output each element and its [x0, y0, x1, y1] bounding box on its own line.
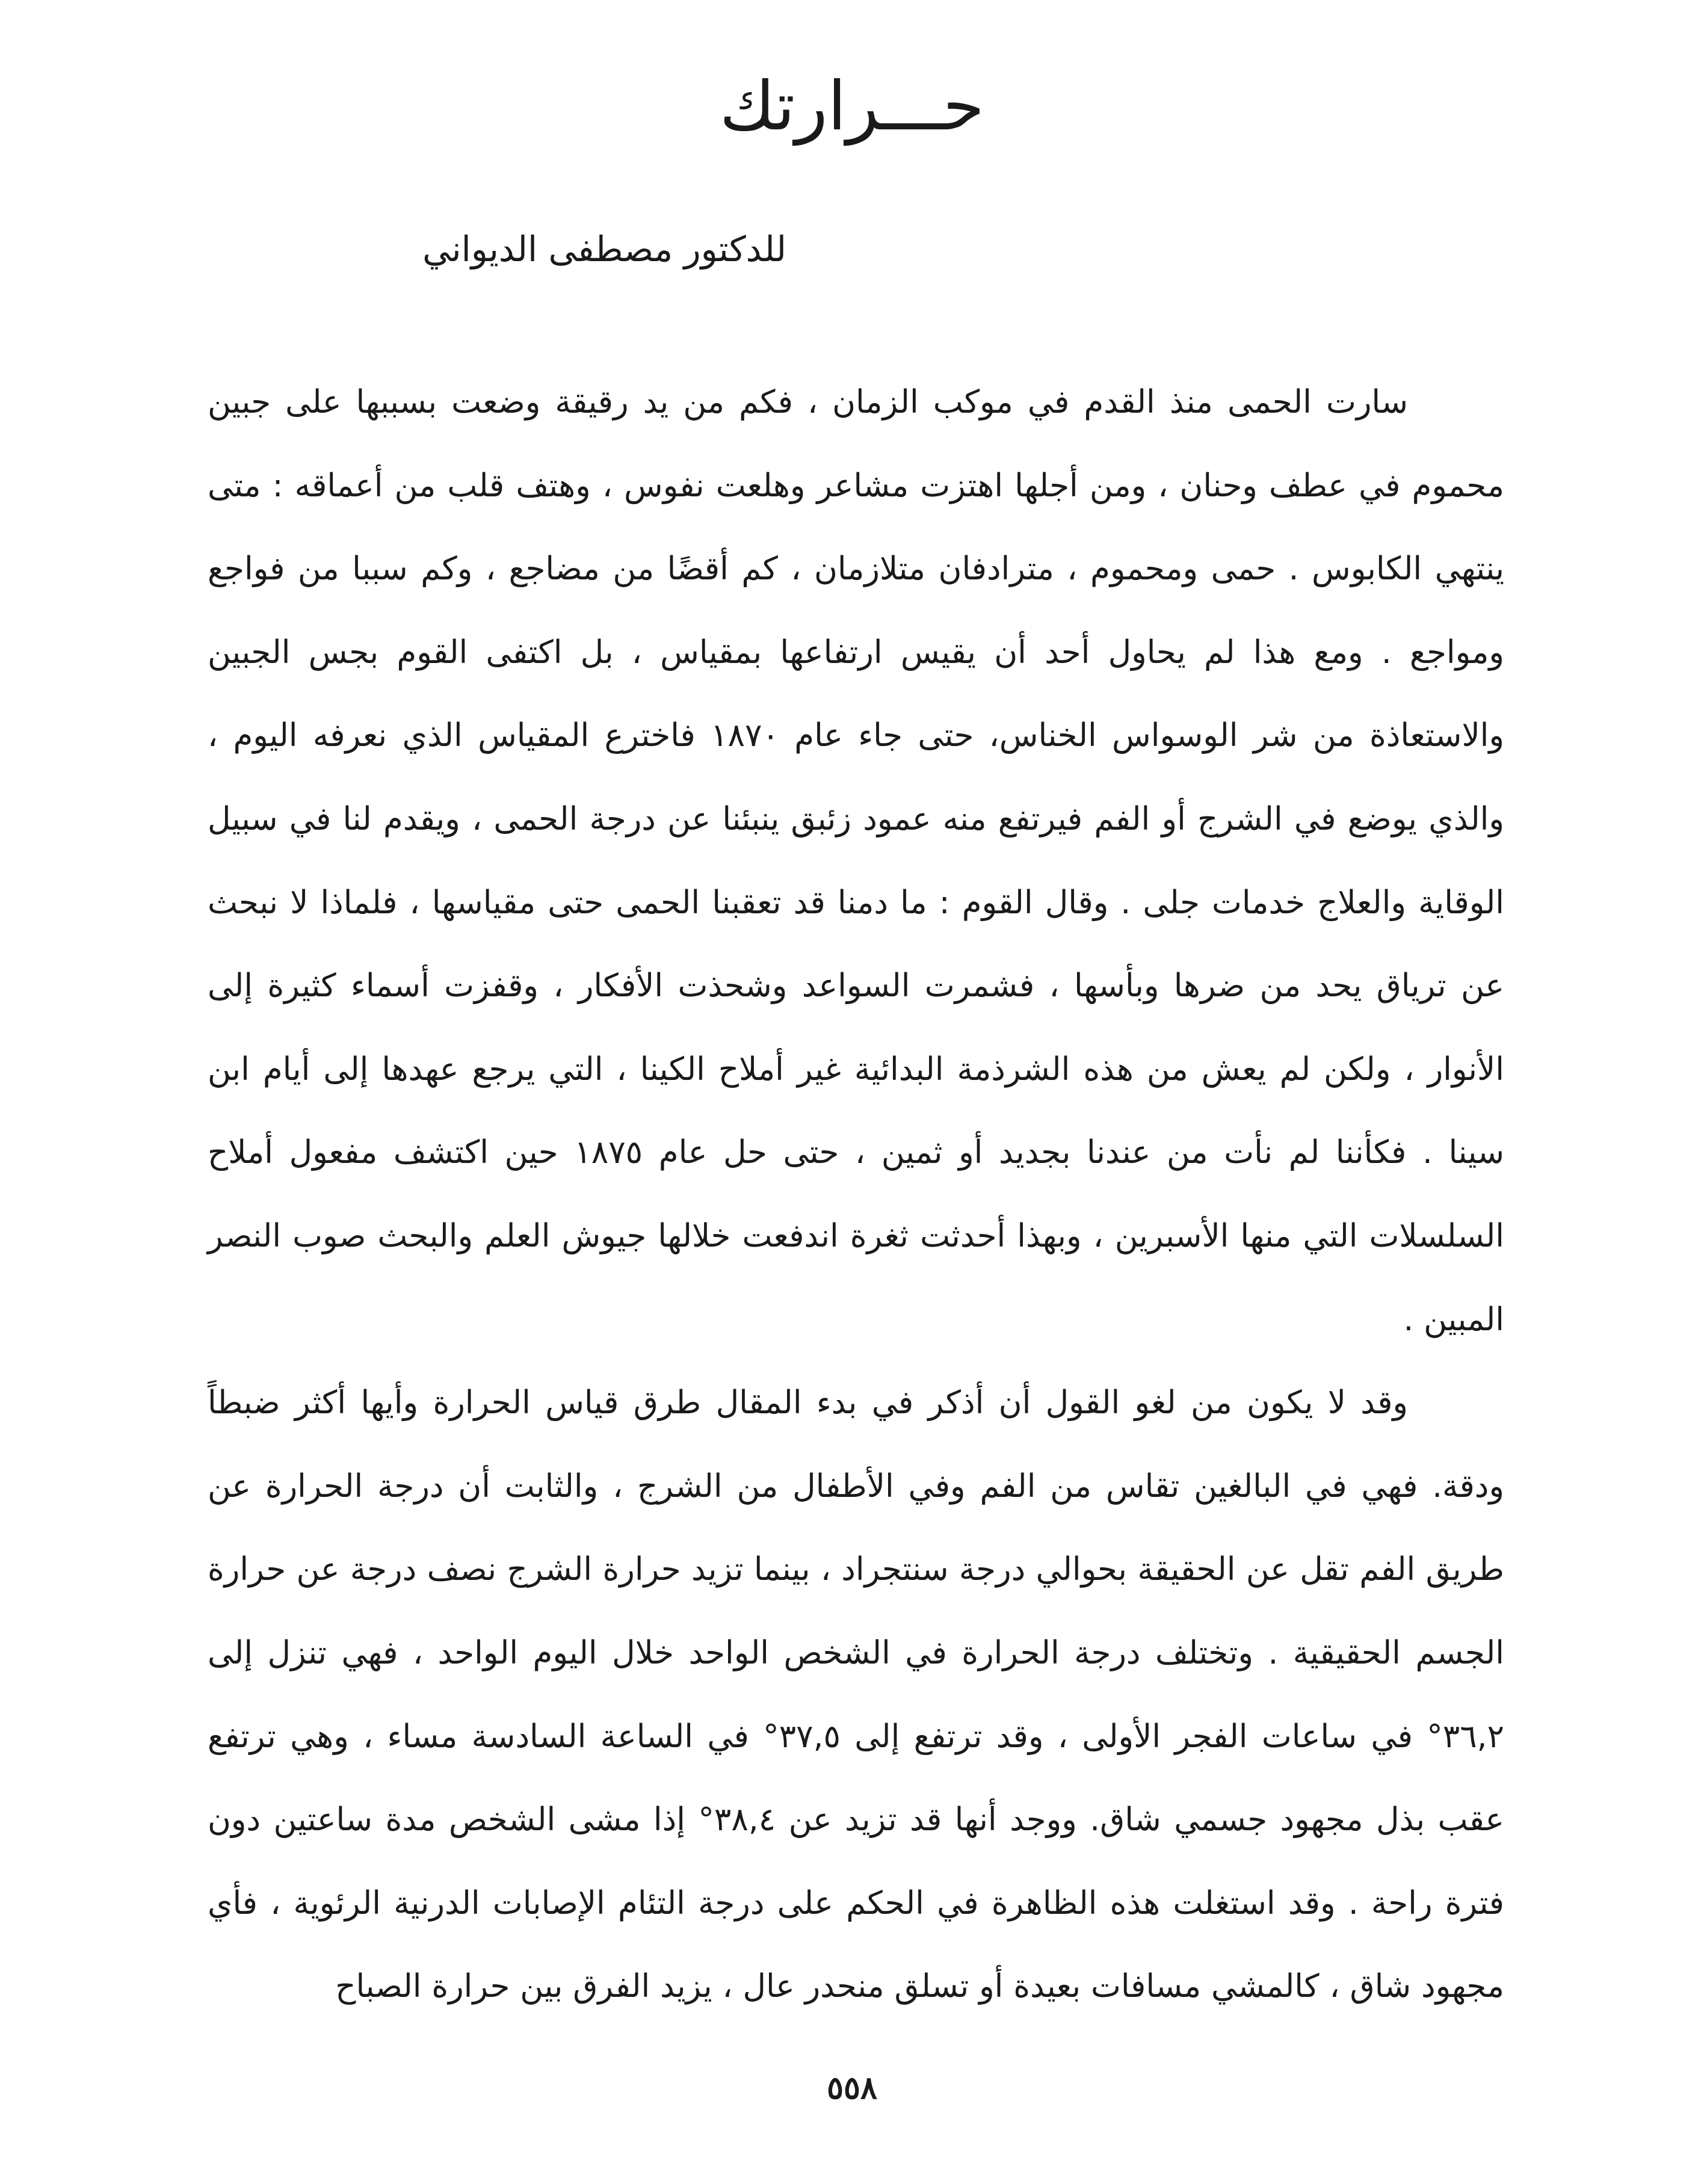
article-title: حـــرارتك	[719, 67, 985, 146]
article-body	[208, 361, 1504, 2029]
article-author: للدكتور مصطفى الديواني	[422, 229, 786, 270]
paragraph: سارت الحمى منذ القدم في موكب الزمان ، فكم من يد رقيقة وضعت بسببها على جبين محموم في عطف وحنان ، ومن أجلها اهتزت مشاعر وهلعت نفوس ، وهتف قلب من أعماقه : متى ينتهي الكابوس . حمى ومحموم ، مترادفان متلازمان ، كم أقضًا من مضاجع ، وكم سببا من فواجع ومواجع . ومع هذا لم يحاول أحد أن يقيس ارتفاعها بمقياس ، بل اكتفى القوم بجس الجبين والاستعاذة من شر الوسواس الخناس، حتى جاء عام ١٨٧٠ فاخترع المقياس الذي نعرفه اليوم ، والذي يوضع في الشرج أو الفم فيرتفع منه عمود زئبق ينبئنا عن درجة الحمى ، ويقدم لنا في سبيل الوقاية والعلاج خدمات جلى . وقال القوم : ما دمنا قد تعقبنا الحمى حتى مقياسها ، فلماذا لا نبحث عن ترياق يحد من ضرها وبأسها ، فشمرت السواعد وشحذت الأفكار ، وقفزت أسماء كثيرة إلى الأنوار ، ولكن لم يعش من هذه الشرذمة البدائية غير أملاح الكينا ، التي يرجع عهدها إلى أيام ابن سينا . فكأننا لم نأت من عندنا بجديد أو ثمين ، حتى حل عام ١٨٧٥ حين اكتشف مفعول أملاح السلسلات التي منها الأسبرين ، وبهذا أحدثت ثغرة اندفعت خلالها جيوش العلم والبحث صوب النصر المبين .	[208, 384, 1504, 1338]
page-number: ٥٥٨	[827, 2070, 877, 2106]
paragraph: وقد لا يكون من لغو القول أن أذكر في بدء المقال طرق قياس الحرارة وأيها أكثر ضبطاً ودقة. فهي في البالغين تقاس من الفم وفي الأطفال من الشرج ، والثابت أن درجة الحرارة عن طريق الفم تقل عن الحقيقة بحوالي درجة سنتجراد ، بينما تزيد حرارة الشرج نصف درجة عن حرارة الجسم الحقيقية . وتختلف درجة الحرارة في الشخص الواحد خلال اليوم الواحد ، فهي تنزل إلى ٣٦,٢° في ساعات الفجر الأولى ، وقد ترتفع إلى ٣٧,٥° في الساعة السادسة مساء ، وهي ترتفع عقب بذل مجهود جسمي شاق. ووجد أنها قد تزيد عن ٣٨,٤° إذا مشى الشخص مدة ساعتين دون فترة راحة . وقد استغلت هذه الظاهرة في الحكم على درجة التئام الإصابات الدرنية الرئوية ، فأي مجهود شاق ، كالمشي مسافات بعيدة أو تسلق منحدر عال ، يزيد الفرق بين حرارة الصباح	[208, 1384, 1504, 2005]
